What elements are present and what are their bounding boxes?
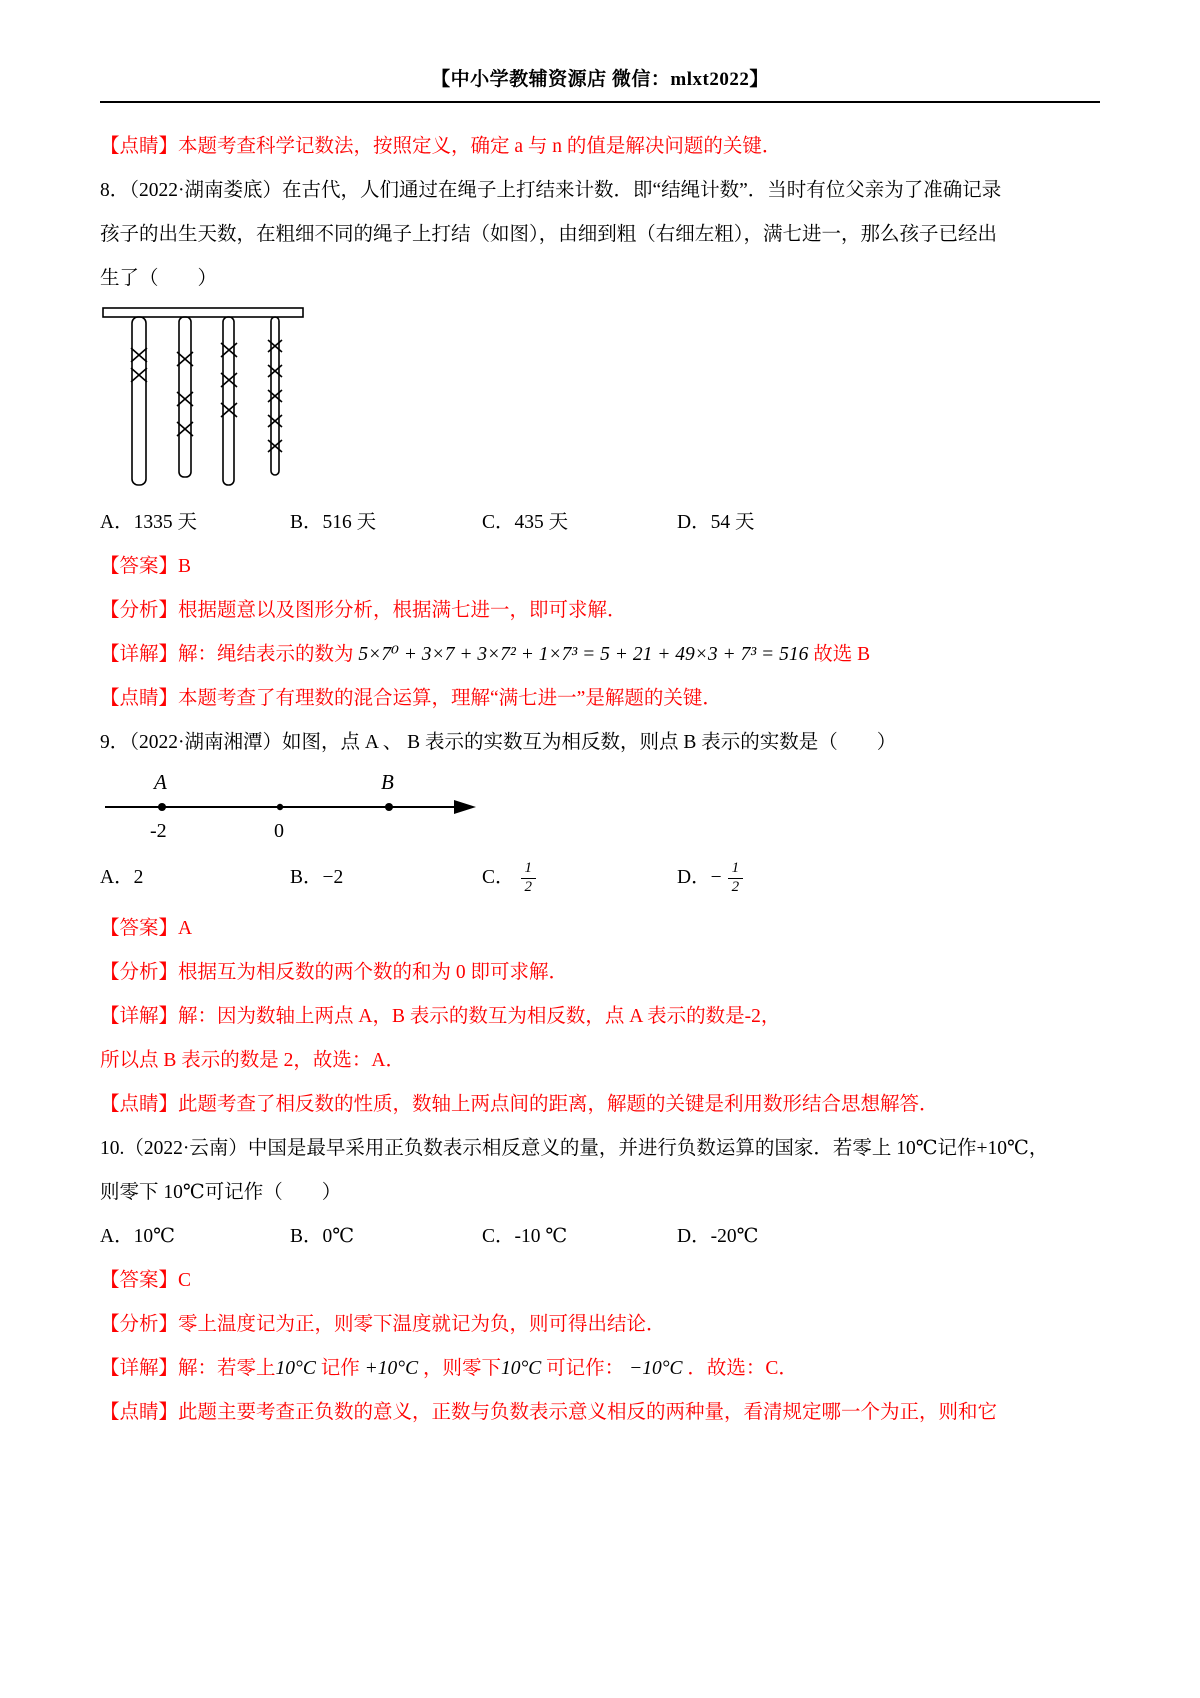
q10-detail (100, 1347, 1100, 1391)
page-header-title: 【中小学教辅资源店 微信：mlxt2022】 (431, 69, 769, 90)
q10-option-c: C．-10 ℃ (482, 1226, 568, 1247)
q9-number-line-figure (102, 769, 492, 849)
q10-stem-line-1: 10.（2022·云南）中国是最早采用正负数表示相反意义的量，并进行负数运算的国家．若零上 10℃记作+10℃， (100, 1138, 1049, 1159)
point-b-label: B (381, 770, 394, 794)
q10-stem-line-2: 则零下 10℃可记作（ ） (100, 1182, 342, 1203)
q8-rope-knots-figure (102, 307, 322, 499)
detail-seg: ．故选：C． (687, 1358, 798, 1379)
detail-seg: 记作 (320, 1358, 360, 1379)
detail-seg: 解：若零上 (178, 1358, 276, 1379)
q8-stem-line-2: 孩子的出生天数，在粗细不同的绳子上打结（如图），由细到粗（右细左粗），满七进一，那么孩子已经出 (100, 224, 998, 245)
point-a-dot (158, 803, 166, 811)
tip-tag: 【点睛】 (100, 1094, 179, 1115)
q9-analysis (100, 951, 1100, 995)
q10-answer (100, 1259, 1100, 1303)
q8-detail (100, 633, 1100, 677)
detail-tag: 【详解】 (100, 1006, 179, 1027)
answer-text: B (178, 556, 192, 577)
q9-option-a: A．2 (100, 867, 144, 888)
tip-tag: 【点睛】 (100, 1402, 179, 1423)
rope-2 (179, 317, 191, 477)
tip-text: 此题考查了相反数的性质，数轴上两点间的距离，解题的关键是利用数形结合思想解答． (178, 1094, 939, 1115)
rope-1 (132, 317, 146, 485)
document-content (100, 103, 1100, 1435)
q10-tip (100, 1391, 1100, 1435)
q10-options (100, 1215, 1100, 1259)
detail-math: −10°C (624, 1358, 688, 1379)
q9-options (100, 849, 1100, 907)
tip-tag: 【点睛】 (100, 136, 179, 157)
q8-answer (100, 545, 1100, 589)
detail-math: 10°C (275, 1358, 321, 1379)
option-d-fraction (728, 860, 744, 896)
analysis-tag: 【分析】 (100, 962, 179, 983)
detail-seg: ，则零下 (422, 1358, 501, 1379)
option-d-minus: − (710, 867, 722, 888)
q9-stem: 9．（2022·湖南湘潭）如图，点 A 、 B 表示的实数互为相反数，则点 B 表示的实数是（ ） (100, 732, 897, 753)
answer-text: A (178, 918, 193, 939)
q9-detail-line-1 (100, 995, 1100, 1039)
answer-text: C (178, 1270, 192, 1291)
origin-dot (277, 804, 283, 810)
detail-tag: 【详解】 (100, 1358, 179, 1379)
detail-text: 解：因为数轴上两点 A，B 表示的数互为相反数，点 A 表示的数是-2， (178, 1006, 781, 1027)
q10-option-b: B．0℃ (290, 1226, 355, 1247)
q9-option-c (482, 856, 677, 900)
q9-answer (100, 907, 1100, 951)
q8-stem-line-1: 8．（2022·湖南娄底）在古代，人们通过在绳子上打结来计数．即“结绳计数”．当时有位父亲为了准确记录 (100, 180, 1002, 201)
detail-tail: 故选 B (813, 644, 871, 665)
detail-lead: 解：绳结表示的数为 (178, 644, 359, 665)
q8-option-c: C．435 天 (482, 512, 569, 533)
tip-text: 本题考查科学记数法，按照定义，确定 a 与 n 的值是解决问题的关键． (178, 136, 782, 157)
point-a-label: A (154, 770, 167, 794)
q10-option-d: D．-20℃ (677, 1226, 759, 1247)
q8-tip (100, 677, 1100, 721)
detail-tag: 【详解】 (100, 644, 179, 665)
q9-option-d (677, 856, 1100, 900)
number-line-arrowhead (454, 800, 476, 814)
point-b-dot (385, 803, 393, 811)
fraction-denominator: 2 (521, 878, 537, 896)
q8-option-a: A．1335 天 (100, 512, 197, 533)
fraction-numerator: 1 (524, 860, 533, 877)
detail-seg: 可记作： (546, 1358, 625, 1379)
q10-option-a: A．10℃ (100, 1226, 175, 1247)
fraction-denominator: 2 (728, 878, 744, 896)
tip-text: 本题考查了有理数的混合运算，理解“满七进一”是解题的关键． (178, 688, 722, 709)
tick-zero-label: 0 (274, 820, 284, 842)
analysis-text: 零上温度记为正，则零下温度就记为负，则可得出结论． (178, 1314, 666, 1335)
answer-tag: 【答案】 (100, 1270, 179, 1291)
detail-math: 10°C (500, 1358, 547, 1379)
answer-tag: 【答案】 (100, 918, 179, 939)
rope-bar (103, 308, 303, 317)
option-d-prefix: D． (677, 867, 711, 888)
q8-option-d: D．54 天 (677, 512, 755, 533)
tip-text: 此题主要考查正负数的意义，正数与负数表示意义相反的两种量，看清规定哪一个为正，则和它 (178, 1402, 998, 1423)
analysis-tag: 【分析】 (100, 600, 179, 621)
option-c-fraction (521, 860, 537, 896)
q9-tip (100, 1083, 1100, 1127)
q8-options (100, 501, 1100, 545)
fraction-numerator: 1 (731, 860, 740, 877)
prev-tip-line (100, 125, 1100, 169)
q10-analysis (100, 1303, 1100, 1347)
rope-knot-marks (131, 340, 282, 452)
rope-3 (223, 317, 234, 485)
q9-detail-line-2: 所以点 B 表示的数是 2，故选：A． (100, 1050, 405, 1071)
analysis-tag: 【分析】 (100, 1314, 179, 1335)
analysis-text: 根据互为相反数的两个数的和为 0 即可求解． (178, 962, 569, 983)
tip-tag: 【点睛】 (100, 688, 179, 709)
q9-option-b: B．−2 (290, 867, 344, 888)
detail-formula: 5×7⁰ + 3×7 + 3×7² + 1×7³ = 5 + 21 + 49×3 + 7³ = 516 (358, 644, 814, 665)
answer-tag: 【答案】 (100, 556, 179, 577)
analysis-text: 根据题意以及图形分析，根据满七进一，即可求解． (178, 600, 627, 621)
q8-stem-line-3: 生了（ ） (100, 268, 218, 289)
q8-option-b: B．516 天 (290, 512, 377, 533)
option-c-prefix: C． (482, 867, 515, 888)
q8-analysis (100, 589, 1100, 633)
detail-math: +10°C (359, 1358, 423, 1379)
tick-neg2-label: -2 (150, 820, 167, 842)
